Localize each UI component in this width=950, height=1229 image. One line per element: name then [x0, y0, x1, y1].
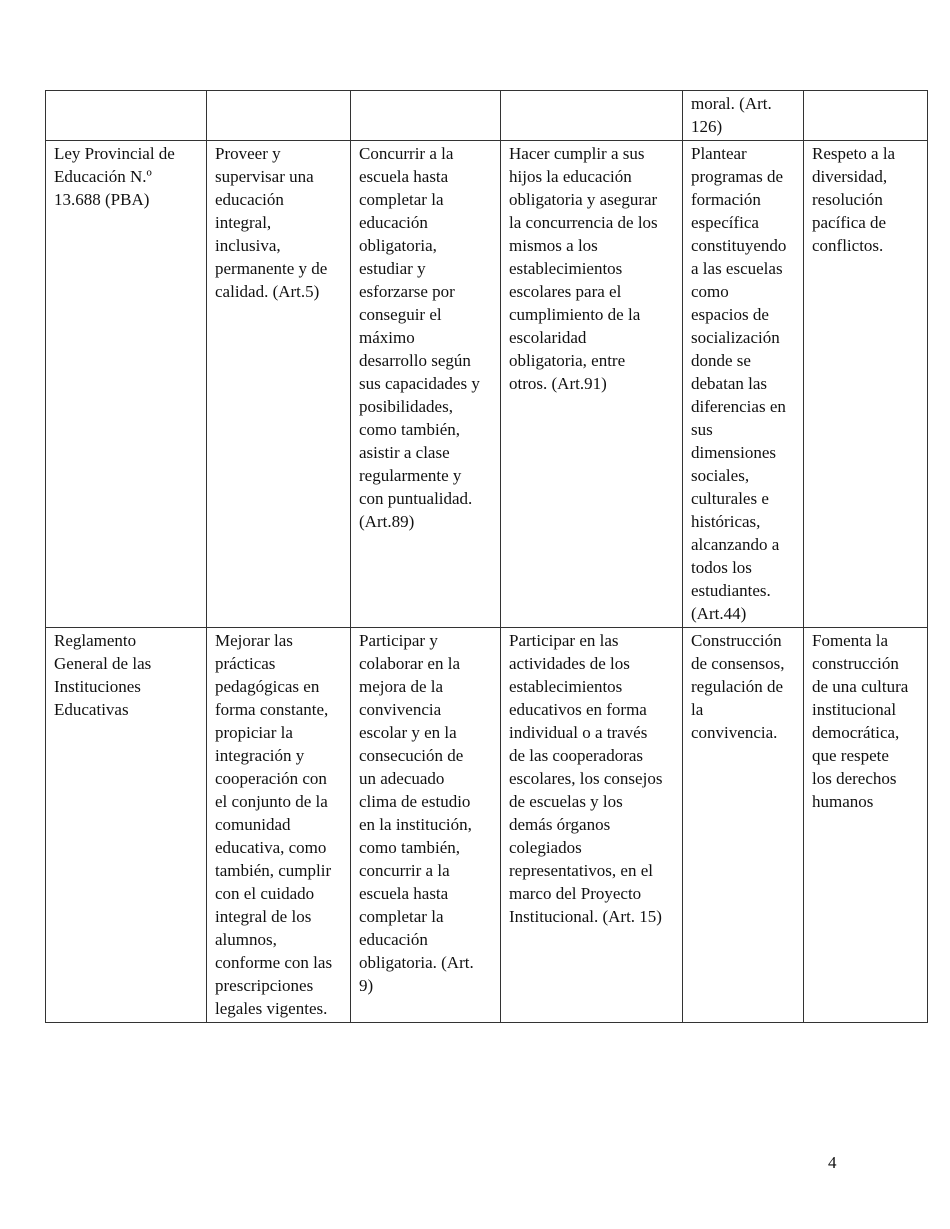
table-cell	[501, 91, 683, 141]
table-cell	[46, 91, 207, 141]
table-cell: Participar en las actividades de los establecimientos educativos en forma individual o a través de las cooperadoras escolares, los consejos de escuelas y los demás órganos colegiados representativos, en el marco del Proyecto Institucional. (Art. 15)	[501, 628, 683, 1023]
page-number: 4	[828, 1153, 837, 1172]
table-cell: Mejorar las prácticas pedagógicas en forma constante, propiciar la integración y cooperación con el conjunto de la comunidad educativa, como también, cumplir con el cuidado integral de los alumnos, conforme con las prescripciones legales vigentes.	[207, 628, 351, 1023]
table-cell: Construcción de consensos, regulación de la convivencia.	[683, 628, 804, 1023]
table-cell: Participar y colaborar en la mejora de la convivencia escolar y en la consecución de un adecuado clima de estudio en la institución, como también, concurrir a la escuela hasta completar la educación obligatoria. (Art. 9)	[351, 628, 501, 1023]
table-row	[46, 91, 928, 141]
table-cell: Respeto a la diversidad, resolución pacífica de conflictos.	[804, 141, 928, 628]
table-cell	[804, 91, 928, 141]
table-cell: Reglamento General de las Instituciones Educativas	[46, 628, 207, 1023]
document-table	[45, 90, 928, 1023]
table-cell	[351, 91, 501, 141]
table-cell: Concurrir a la escuela hasta completar la educación obligatoria, estudiar y esforzarse por conseguir el máximo desarrollo según sus capacidades y posibilidades, como también, asistir a clase regularmente y con puntualidad. (Art.89)	[351, 141, 501, 628]
table-cell: Hacer cumplir a sus hijos la educación obligatoria y asegurar la concurrencia de los mismos a los establecimientos escolares para el cumplimiento de la escolaridad obligatoria, entre otros. (Art.91)	[501, 141, 683, 628]
table-cell: Plantear programas de formación específica constituyendo a las escuelas como espacios de socialización donde se debatan las diferencias en sus dimensiones sociales, culturales e históricas, alcanzando a todos los estudiantes. (Art.44)	[683, 141, 804, 628]
table-cell: Fomenta la construcción de una cultura institucional democrática, que respete los derechos humanos	[804, 628, 928, 1023]
table-cell	[207, 91, 351, 141]
table-row	[46, 141, 928, 628]
table-row	[46, 628, 928, 1023]
table-cell: Ley Provincial de Educación N.º 13.688 (PBA)	[46, 141, 207, 628]
table-cell: moral. (Art. 126)	[683, 91, 804, 141]
table-cell: Proveer y supervisar una educación integral, inclusiva, permanente y de calidad. (Art.5)	[207, 141, 351, 628]
